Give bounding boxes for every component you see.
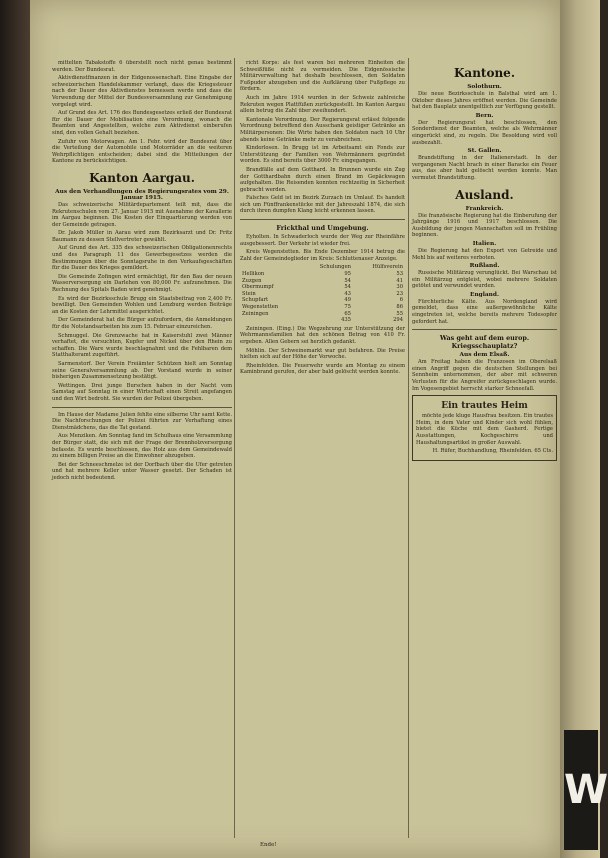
table-cell: 54 (344, 284, 351, 291)
paragraph: Die französische Regierung hat die Einberufung der Jahrgänge 1916 und 1917 beschlossen. Die Ausbildung der jungen Mannschaften soll im Frühling beginnen. (412, 212, 557, 239)
column-left (52, 60, 232, 483)
paragraph: Das schweizerische Militärdepartement teilt mit, dass die Rekrutenschulen vom 27. Januar 1915 mit Ausnahme der Kavallerie im Aargau beginnen. Die Kosten der Einquartierung werden von der Gemeinde getragen. (52, 201, 232, 228)
table-cell: Zeiningen (242, 310, 269, 317)
paragraph: Brandfälle auf dem Gotthard. In Brunnen wurde ein Zug der Gotthardbahn durch einen Brand im Gepäckwagen aufgehalten. Die Reisenden konnten rechtzeitig in Sicherheit gebracht werden. (240, 166, 405, 193)
paragraph: Auf Grund des Art. 176 des Bundesgesetzes erließ der Bundesrat für die Dauer der Mobilisation eine Verordnung, wonach die Beamten und Angestellten, welche zum Aktivdienst einberufen sind, den vollen Gehalt beziehen. (52, 110, 232, 136)
ad-shop (416, 448, 553, 455)
table-cell: Schupfart (242, 297, 269, 304)
section-heading: Kantone. (453, 66, 515, 80)
table-cell: 65 (344, 310, 351, 317)
paragraph: Dr. Jakob Müller in Aarau wird zum Bezirksarzt und Dr. Fritz Baumann zu dessen Stellvertreter gewählt. (52, 230, 232, 243)
advertisement (412, 395, 557, 461)
canton-heading: Solothurn. (467, 84, 502, 90)
paragraph: Es wird der Bezirksschule Brugg ein Staatsbeitrag von 2,400 Fr. bewilligt. Den Gemeinden Wohlen und Lenzburg werden Beiträge an die Kosten der Lehrmittel ausgerichtet. (52, 295, 232, 315)
country-heading: England. (470, 291, 499, 298)
table-cell: 54 (344, 277, 351, 284)
table-header (240, 264, 300, 271)
paragraph: Eyholten. In Schwaderloch wurde der Weg zur Rheinfähre ausgebessert. Der Verkehr ist wieder frei. (240, 234, 405, 247)
paragraph: Die neue Bezirksschule in Balsthal wird am 1. Oktober dieses Jahres eröffnet werden. Die Gemeinde hat den Bauplatz unentgeltlich zur Verfügung gestellt. (412, 91, 557, 111)
paragraph: Die Gemeinde Zofingen wird ermächtigt, für den Bau der neuen Wasserversorgung ein Darlehen von 80,000 Fr. aufzunehmen. Die Rechnung des Spitals Baden wird genehmigt. (52, 273, 232, 294)
table-row (240, 291, 405, 298)
table-cell: 95 (344, 271, 351, 278)
paragraph: Rheinfelden. Die Feuerwehr wurde am Montag zu einem Kaminbrand gerufen, der aber bald gelöscht werden konnte. (240, 362, 405, 376)
country-heading: Italien. (472, 240, 497, 247)
table-row (240, 304, 405, 311)
paragraph: richt Korps: als fest waren bei mehreren Einheiten die Schweißfüße nicht zu vermeiden. Die Eidgenössische Militärverwaltung hat deshalb beschlossen, den Soldaten Fußpuder abzugeben und die Aufklärung über Fußpflege zu fördern. (240, 60, 405, 93)
paragraph: Sarmenstorf. Der Verein Freiämter Schützen hielt am Sonntag seine Generalversammlung ab. Der Vorstand wurde in seiner bisherigen Zusammensetzung bestätigt. (52, 360, 232, 381)
paragraph: Falsches Geld ist im Bezirk Zurzach im Umlauf. Es handelt sich um Fünffrankenstücke mit der Jahreszahl 1874, die sich durch ihren dumpfen Klang leicht erkennen lassen. (240, 195, 405, 215)
table-header: Hülfsverein (372, 264, 403, 271)
subheading: Aus den Verhandlungen des Regierungsrates vom 29. Januar 1915. (55, 188, 229, 201)
paragraph: Auch im Jahre 1914 wurden in der Schweiz zahlreiche Rekruten wegen Plattfüßen zurückgestellt. Im Kanton Aargau allein betrug die Zahl über zweihundert. (240, 94, 405, 115)
ad-text: möchte jede kluge Hausfrau besitzen. Ein trautes Heim, in dem Vater und Kinder sich wohl fühlen, bietet die Küche mit dem Gasherd. Fertige Ausstattungen, Kochgeschirre und Haushaltungsartikel in großer Auswahl. (416, 413, 553, 446)
table-header: Schulungen (319, 264, 351, 271)
paragraph: Wettingen. Drei junge Burschen haben in der Nacht vom Samstag auf Sonntag in einer Wirtschaft einen Streit angefangen und den Wirt bedroht. Sie wurden der Polizei übergeben. (52, 382, 232, 402)
table-cell: 49 (344, 297, 351, 304)
table-row (240, 297, 405, 304)
table-row (240, 311, 405, 318)
canton-heading: Bern. (475, 112, 494, 119)
paragraph: Brandstiftung in der Italienerstadt. In der vergangenen Nacht brach in einer Baracke ein Feuer aus, das aber bald gelöscht werden konnte. Man vermutet Brandstiftung. (412, 155, 557, 181)
column-right (412, 60, 557, 464)
table-cell: Hellikon (242, 271, 265, 278)
table-cell: Stein (242, 290, 256, 297)
paragraph: Zufuhr von Motorwagen. Am 1. Febr. wird der Bundesrat über die Verteilung der Automobile und Motorräder an die weiteren Wehrpflichtigen entscheiden; dabei sind die Mitteilungen der Kantone zu berücksichtigen. (52, 138, 232, 165)
paragraph: Der Regierungsrat hat beschlossen, den Sonderdienst der Beamten, welche als Wehrmänner eingerückt sind, zu regeln. Die Besoldung wird voll ausbezahlt. (412, 119, 557, 146)
paragraph: Russische Militärzug verunglückt. Bei Warschau ist ein Militärzug entgleist, wobei mehrere Soldaten getötet und verwundet wurden. (412, 270, 557, 290)
column-rule (234, 58, 235, 838)
paragraph: Auf Grund des Art. 335 des schweizerischen Obligationenrechts und des Paragraph 11 des Gewerbegesetzes werden die Bestimmungen über die Sonntagsruhe in den Verkaufsgeschäften für die Dauer des Krieges gemildert. (52, 245, 232, 272)
ad-block: W (564, 730, 598, 850)
ad-title: Ein trautes Heim (441, 401, 528, 412)
paragraph: Kinderlosen. In Brugg ist im Arbeitsamt ein Fonds zur Unterstützung der Familien von Wehrmännern gegründet worden. Es sind bereits über 3000 Fr. eingegangen. (240, 145, 405, 165)
paragraph: Fürchterliche Kälte. Aus Nordengland wird gemeldet, dass eine außergewöhnliche Kälte eingetreten ist, welche bereits mehrere Todesopfer gefordert hat. (412, 298, 557, 325)
divider (52, 407, 232, 408)
paragraph: Im Hause der Madame Julien fehlte eine silberne Uhr samt Kette. Die Nachforschungen der Polizei führten zur Verhaftung eines Dienstmädchens, das die Tat gestand. (52, 411, 232, 431)
table-cell: 6 (399, 297, 403, 304)
newspaper-page (30, 0, 560, 858)
table-cell: 86 (396, 304, 403, 310)
table-cell: 23 (396, 290, 403, 297)
country-heading: Frankreich. (465, 205, 504, 212)
next-page-edge (560, 0, 608, 858)
war-headline: Was geht auf dem europ. Kriegsschauplatz? (439, 334, 530, 351)
section-heading: Frickthal und Umgebung. (276, 224, 369, 233)
ad-price: 65 Cts. (534, 448, 553, 455)
paragraph: Am Freitag haben die Franzosen im Oberelsaß einen Angriff gegen die deutschen Stellungen bei Sennheim unternommen, der aber mit schweren Verlusten für die Angreifer zurückgeschlagen wurde. Im Vogesengebiet herrscht starker Schneefall. (412, 359, 557, 392)
country-heading: Rußland. (469, 263, 500, 270)
statistics-table (240, 264, 405, 323)
divider (412, 329, 557, 330)
paragraph: Zeiningen. (Eing.) Die Wegzehrung zur Unterstützung der Wehrmannsfamilien hat den schönen Betrag von 410 Fr. ergeben. Allen Gebern sei herzlich gedankt. (240, 325, 405, 345)
column-middle (240, 60, 405, 378)
table-cell: 55 (396, 310, 403, 317)
table-cell: 41 (396, 277, 403, 284)
paragraph: Bei der Schneeschmelze ist der Dorfbach über die Ufer getreten und hat mehrere Keller unter Wasser gesetzt. Der Schaden ist jedoch nicht bedeutend. (52, 461, 232, 481)
table-cell: 294 (393, 317, 403, 324)
table-row (240, 271, 405, 278)
ad-shop-name: H. Rüfer, Buchhandlung, Rheinfelden. (432, 448, 533, 455)
table-cell (240, 317, 300, 324)
table-total-row (240, 317, 405, 324)
canton-heading: St. Gallen. (467, 148, 502, 155)
paragraph: Möhlin. Der Schweinemarkt war gut befahren. Die Preise hielten sich auf der Höhe der Vorwoche. (240, 347, 405, 361)
paragraph: Aus Menziken. Am Sonntag fand im Schulhaus eine Versammlung der Bürger statt, die sich mit der Frage der Brennholzversorgung befasste. Es wurde beschlossen, das Holz aus dem Gemeindewald zu einem billigen Preise an die Einwohner abzugeben. (52, 433, 232, 460)
table-cell: 30 (396, 284, 403, 291)
paragraph: Aktivdienstfinanzen in der Eidgenossenschaft. Eine Eingabe der schweizerischen Handelskammer verlangt, dass die Kriegssteuer nach der Dauer des Aktivdienstes bemessen werde und dass die Verwendung der Mittel der Bundesversammlung zur Genehmigung vorgelegt wird. (52, 75, 232, 108)
book-spine (0, 0, 30, 858)
table-cell: Wegenstetten (242, 304, 279, 310)
paragraph: Kantonale Verordnung. Der Regierungsrat erlässt folgende Verordnung betreffend den Ausschank geistiger Getränke an Militärpersonen: Die Wirte haben den Soldaten nach 10 Uhr abends keine Getränke mehr zu verabreichen. (240, 116, 405, 143)
table-cell: Zuzgen (242, 277, 262, 284)
table-header-row (240, 264, 405, 271)
table-cell: Obermumpf (242, 284, 274, 291)
page-footer: Ende! (260, 842, 277, 848)
divider (240, 219, 405, 220)
column-rule (408, 58, 409, 838)
paragraph: mittelten Tabakstoffe 6 überstellt noch nicht genau bestimmt werden. Der Bundesrat. (52, 60, 232, 73)
section-heading: Kanton Aargau. (89, 170, 195, 185)
section-heading: Ausland. (455, 187, 514, 202)
paragraph: Schmuggel. Die Grenzwache hat in Kaiserstuhl zwei Männer verhaftet, die versuchten, Kupfer und Nickel über den Rhein zu schaffen. Die Ware wurde beschlagnahmt und die Fehlbaren dem Statthalteramt zugeführt. (52, 332, 232, 359)
table-row (240, 284, 405, 291)
paragraph: Der Gemeinderat hat die Bürger aufzufordern, die Anmeldungen für die Notstandsarbeiten bis zum 15. Februar einzureichen. (52, 317, 232, 330)
table-cell: 435 (341, 317, 351, 324)
table-cell: 53 (396, 271, 403, 278)
subheading: Aus dem Elsaß. (459, 352, 510, 359)
table-cell: 75 (344, 304, 351, 310)
paragraph: Kreis Wegenstetten. Bis Ende Dezember 1914 betrug die Zahl der Gemeindeglieder im Kreis: Schluttenauer Anzeige. (240, 249, 405, 262)
table-cell: 43 (344, 290, 351, 297)
paragraph: Die Regierung hat den Export von Getreide und Mehl bis auf weiteres verboten. (412, 247, 557, 261)
table-row (240, 278, 405, 285)
